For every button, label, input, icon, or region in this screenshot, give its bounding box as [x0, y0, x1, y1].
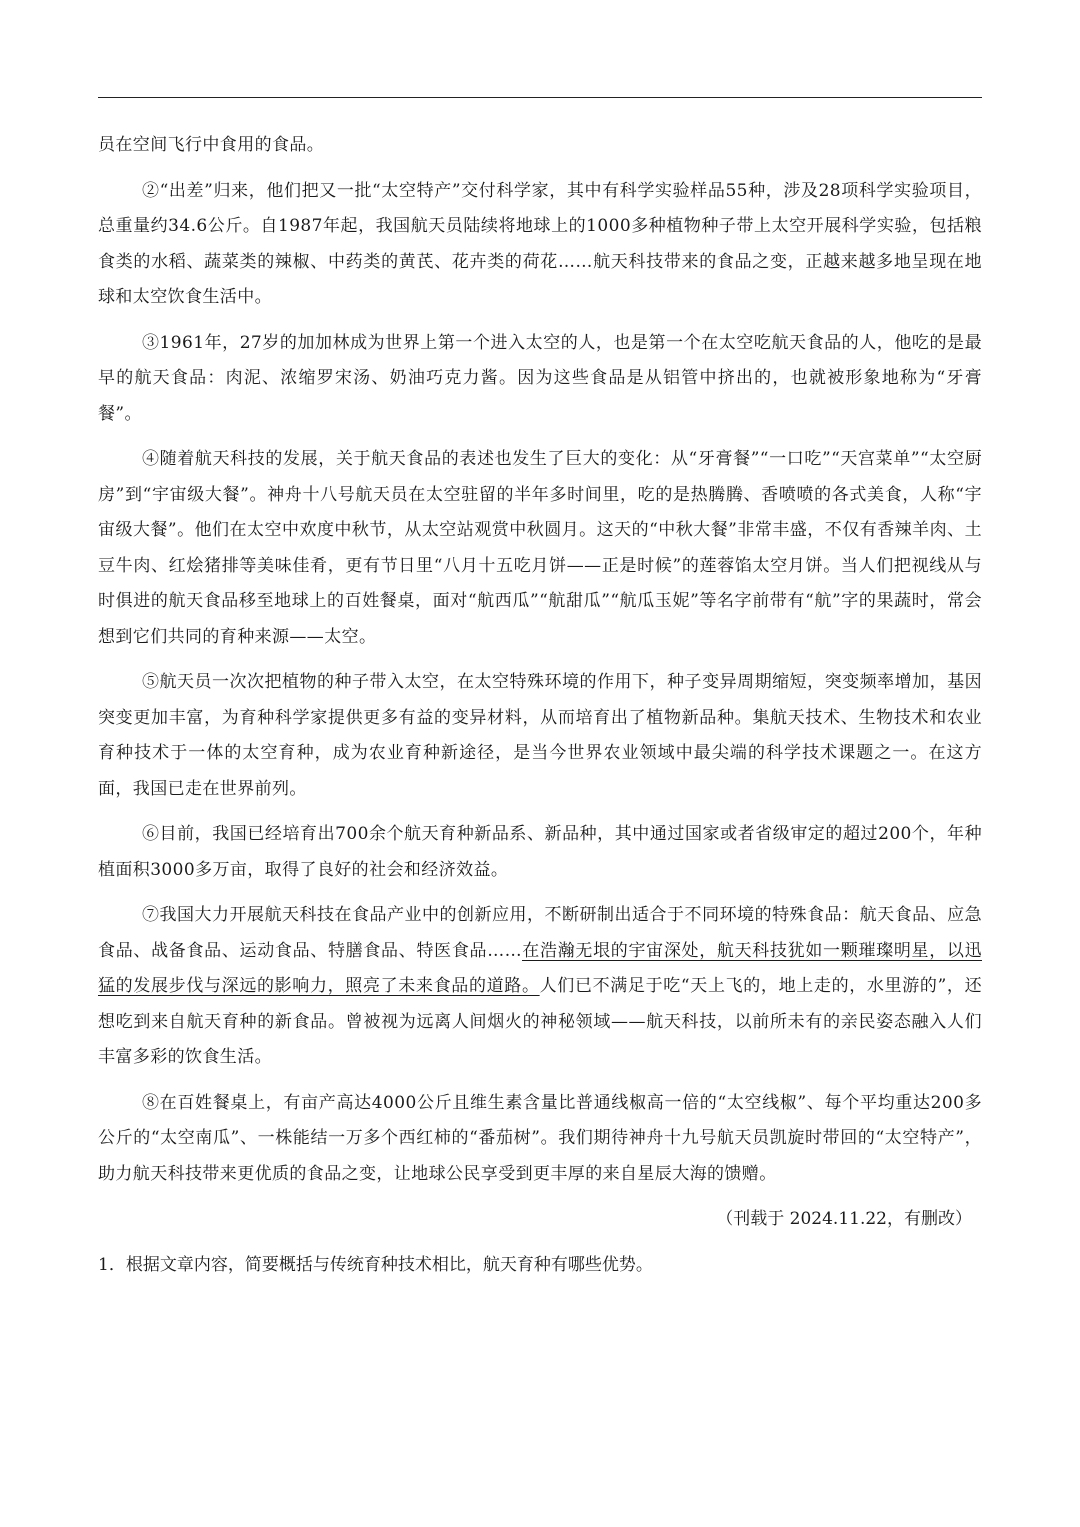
paragraph-6: ⑥目前，我国已经培育出700余个航天育种新品系、新品种，其中通过国家或者省级审定的超过200个，年种植面积3000多万亩，取得了良好的社会和经济效益。 — [98, 824, 982, 880]
paragraph-8: ⑧在百姓餐桌上，有亩产高达4000公斤且维生素含量比普通线椒高一倍的“太空线椒”、每个平均重达200多公斤的“太空南瓜”、一株能结一万多个西红柿的“番茄树”。我们期待神舟十九号航天员凯旋时带回的“太空特产”，助力航天科技带来更优质的食品之变，让地球公民享受到更丰厚的来自星辰大海的馈赠。 — [98, 1092, 982, 1184]
paragraph-7 — [98, 898, 982, 1076]
underlined-sentence: 在浩瀚无垠的宇宙深处，航天科技犹如一颗璀璨明星，以迅猛的发展步伐与深远的影响力，照亮了未来食品的道路。 — [98, 940, 982, 996]
paragraph-4: ④随着航天科技的发展，关于航天食品的表述也发生了巨大的变化：从“牙膏餐”“一口吃”“天宫菜单”“太空厨房”到“宇宙级大餐”。神舟十八号航天员在太空驻留的半年多时间里，吃的是热腾腾、香喷喷的各式美食，人称“宇宙级大餐”。他们在太空中欢度中秋节，从太空站观赏中秋圆月。这天的“中秋大餐”非常丰盛，不仅有香辣羊肉、土豆牛肉、红烩猪排等美味佳肴，更有节日里“八月十五吃月饼——正是时候”的莲蓉馅太空月饼。当人们把视线从与时俱进的航天食品移至地球上的百姓餐桌，面对“航西瓜”“航甜瓜”“航瓜玉妮”等名字前带有“航”字的果蔬时，常会想到它们共同的育种来源——太空。 — [98, 449, 982, 647]
article-body — [98, 128, 982, 1283]
paragraph-1-continuation: 员在空间飞行中食用的食品。 — [98, 135, 325, 155]
paragraph-5: ⑤航天员一次次把植物的种子带入太空，在太空特殊环境的作用下，种子变异周期缩短，突变频率增加，基因突变更加丰富，为育种科学家提供更多有益的变异材料，从而培育出了植物新品种。集航天技术、生物技术和农业育种技术于一体的太空育种，成为农业育种新途径，是当今世界农业领域中最尖端的科学技术课题之一。在这方面，我国已走在世界前列。 — [98, 672, 982, 799]
paragraph-2: ②“出差”归来，他们把又一批“太空特产”交付科学家，其中有科学实验样品55种，涉及28项科学实验项目，总重量约34.6公斤。自1987年起，我国航天员陆续将地球上的1000多种植物种子带上太空开展科学实验，包括粮食类的水稻、蔬菜类的辣椒、中药类的黄芪、花卉类的荷花……航天科技带来的食品之变，正越来越多地呈现在地球和太空饮食生活中。 — [98, 180, 982, 307]
question-1: 1．根据文章内容，简要概括与传统育种技术相比，航天育种有哪些优势。 — [98, 1254, 653, 1275]
paragraph-7-rest: 人们已不满足于吃“天上飞的，地上走的，水里游的”，还想吃到来自航天育种的新食品。曾被视为远离人间烟火的神秘领域——航天科技，以前所未有的亲民姿态融入人们丰富多彩的饮食生活。 — [98, 976, 982, 1067]
source-citation: （刊载于 2024.11.22，有删改） — [716, 1209, 972, 1229]
header-rule — [98, 97, 982, 98]
paragraph-3: ③1961年，27岁的加加林成为世界上第一个进入太空的人，也是第一个在太空吃航天食品的人，他吃的是最早的航天食品：肉泥、浓缩罗宋汤、奶油巧克力酱。因为这些食品是从铝管中挤出的，也就被形象地称为“牙膏餐”。 — [98, 332, 982, 424]
paragraph-7-lead: ⑦我国大力开展航天科技在食品产业中的创新应用，不断研制出适合于不同环境的特殊食品：航天食品、应急食品、战备食品、运动食品、特膳食品、特医食品…… — [98, 905, 982, 961]
